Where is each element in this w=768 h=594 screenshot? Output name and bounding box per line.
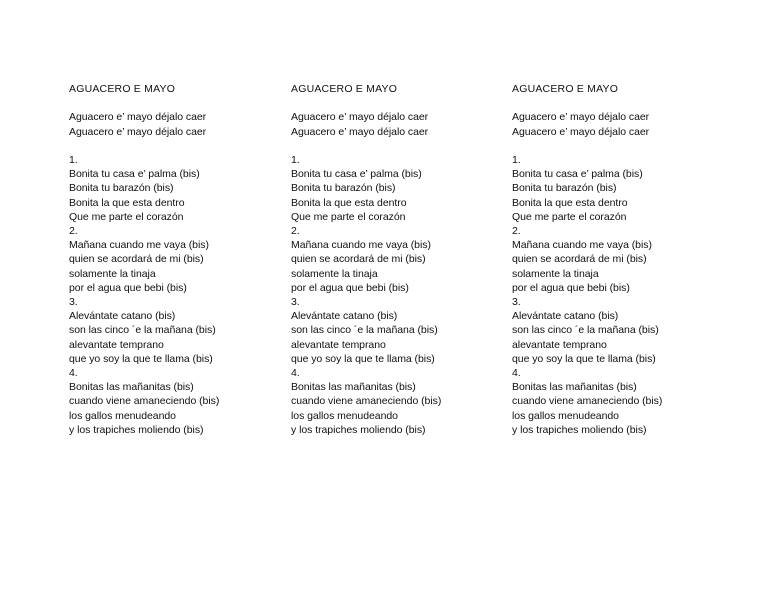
verse-line: que yo soy la que te llama (bis) [291,352,435,365]
verse-line: Alevántate catano (bis) [512,310,619,323]
verse-line: son las cinco ´e la mañana (bis) [69,324,216,337]
verse-number: 3. [291,296,300,309]
verse-line: cuando viene amaneciendo (bis) [69,395,220,408]
verse-line: que yo soy la que te llama (bis) [69,352,213,365]
verse-line: son las cinco ´e la mañana (bis) [512,324,659,337]
spacer [69,139,279,153]
verse-line: los gallos menudeando [512,409,619,422]
verse-line: alevantate temprano [512,338,607,351]
spacer [512,139,722,153]
verse-line: que yo soy la que te llama (bis) [512,352,656,365]
verse-line: por el agua que bebi (bis) [512,281,630,294]
verse-line: cuando viene amaneciendo (bis) [291,395,442,408]
verse-line: Alevántate catano (bis) [291,310,398,323]
verse-line: quien se acordará de mi (bis) [69,253,204,266]
verse-line: Que me parte el corazón [69,210,184,223]
verse-line: alevantate temprano [291,338,386,351]
lyrics-column-2 [291,82,501,437]
song-title: AGUACERO E MAYO [512,83,619,95]
chorus-line: Aguacero e’ mayo déjalo caer [291,125,429,138]
verse-line: Mañana cuando me vaya (bis) [512,239,652,252]
verse-number: 4. [512,367,521,380]
verse-line: y los trapiches moliendo (bis) [69,423,204,436]
verse-line: por el agua que bebi (bis) [69,281,187,294]
song-title: AGUACERO E MAYO [69,83,176,95]
verse-line: Bonita tu casa e’ palma (bis) [69,168,200,181]
verse-line: Bonita la que esta dentro [69,196,185,209]
verse-line: Bonita la que esta dentro [291,196,407,209]
verse-line: Que me parte el corazón [512,210,627,223]
spacer [291,139,501,153]
verse-number: 3. [512,296,521,309]
verse-number: 4. [291,367,300,380]
verse-line: Que me parte el corazón [291,210,406,223]
chorus-line: Aguacero e’ mayo déjalo caer [291,111,429,124]
verse-line: cuando viene amaneciendo (bis) [512,395,663,408]
lyrics-column-1 [69,82,279,437]
verse-line: y los trapiches moliendo (bis) [512,423,647,436]
verse-line: Alevántate catano (bis) [69,310,176,323]
verse-line: por el agua que bebi (bis) [291,281,409,294]
verse-number: 1. [69,153,78,166]
chorus-line: Aguacero e’ mayo déjalo caer [512,125,650,138]
verse-line: Bonitas las mañanitas (bis) [512,381,637,394]
verse-line: son las cinco ´e la mañana (bis) [291,324,438,337]
verse-number: 1. [291,153,300,166]
verse-line: Bonita tu barazón (bis) [512,182,617,195]
verse-line: Bonita tu casa e’ palma (bis) [291,168,422,181]
verse-line: quien se acordará de mi (bis) [512,253,647,266]
lyrics-column-3 [512,82,722,437]
verse-line: solamente la tinaja [69,267,156,280]
verse-number: 2. [69,225,78,237]
spacer [291,96,501,110]
verse-number: 2. [512,225,521,237]
verse-line: Bonita tu casa e’ palma (bis) [512,168,643,181]
song-title: AGUACERO E MAYO [291,83,398,95]
verse-line: Bonita la que esta dentro [512,196,628,209]
verse-number: 4. [69,367,78,380]
verse-line: los gallos menudeando [291,409,398,422]
verse-line: los gallos menudeando [69,409,176,422]
verse-line: Bonita tu barazón (bis) [291,182,396,195]
verse-number: 2. [291,225,300,237]
verse-line: alevantate temprano [69,338,164,351]
chorus-line: Aguacero e’ mayo déjalo caer [69,125,207,138]
verse-line: Bonitas las mañanitas (bis) [69,381,194,394]
verse-line: solamente la tinaja [512,267,599,280]
verse-line: y los trapiches moliendo (bis) [291,423,426,436]
verse-line: Bonitas las mañanitas (bis) [291,381,416,394]
verse-line: Mañana cuando me vaya (bis) [69,239,209,252]
verse-line: quien se acordará de mi (bis) [291,253,426,266]
spacer [69,96,279,110]
chorus-line: Aguacero e’ mayo déjalo caer [512,111,650,124]
verse-number: 3. [69,296,78,309]
verse-line: Mañana cuando me vaya (bis) [291,239,431,252]
spacer [512,96,722,110]
chorus-line: Aguacero e’ mayo déjalo caer [69,111,207,124]
verse-number: 1. [512,153,521,166]
verse-line: solamente la tinaja [291,267,378,280]
verse-line: Bonita tu barazón (bis) [69,182,174,195]
